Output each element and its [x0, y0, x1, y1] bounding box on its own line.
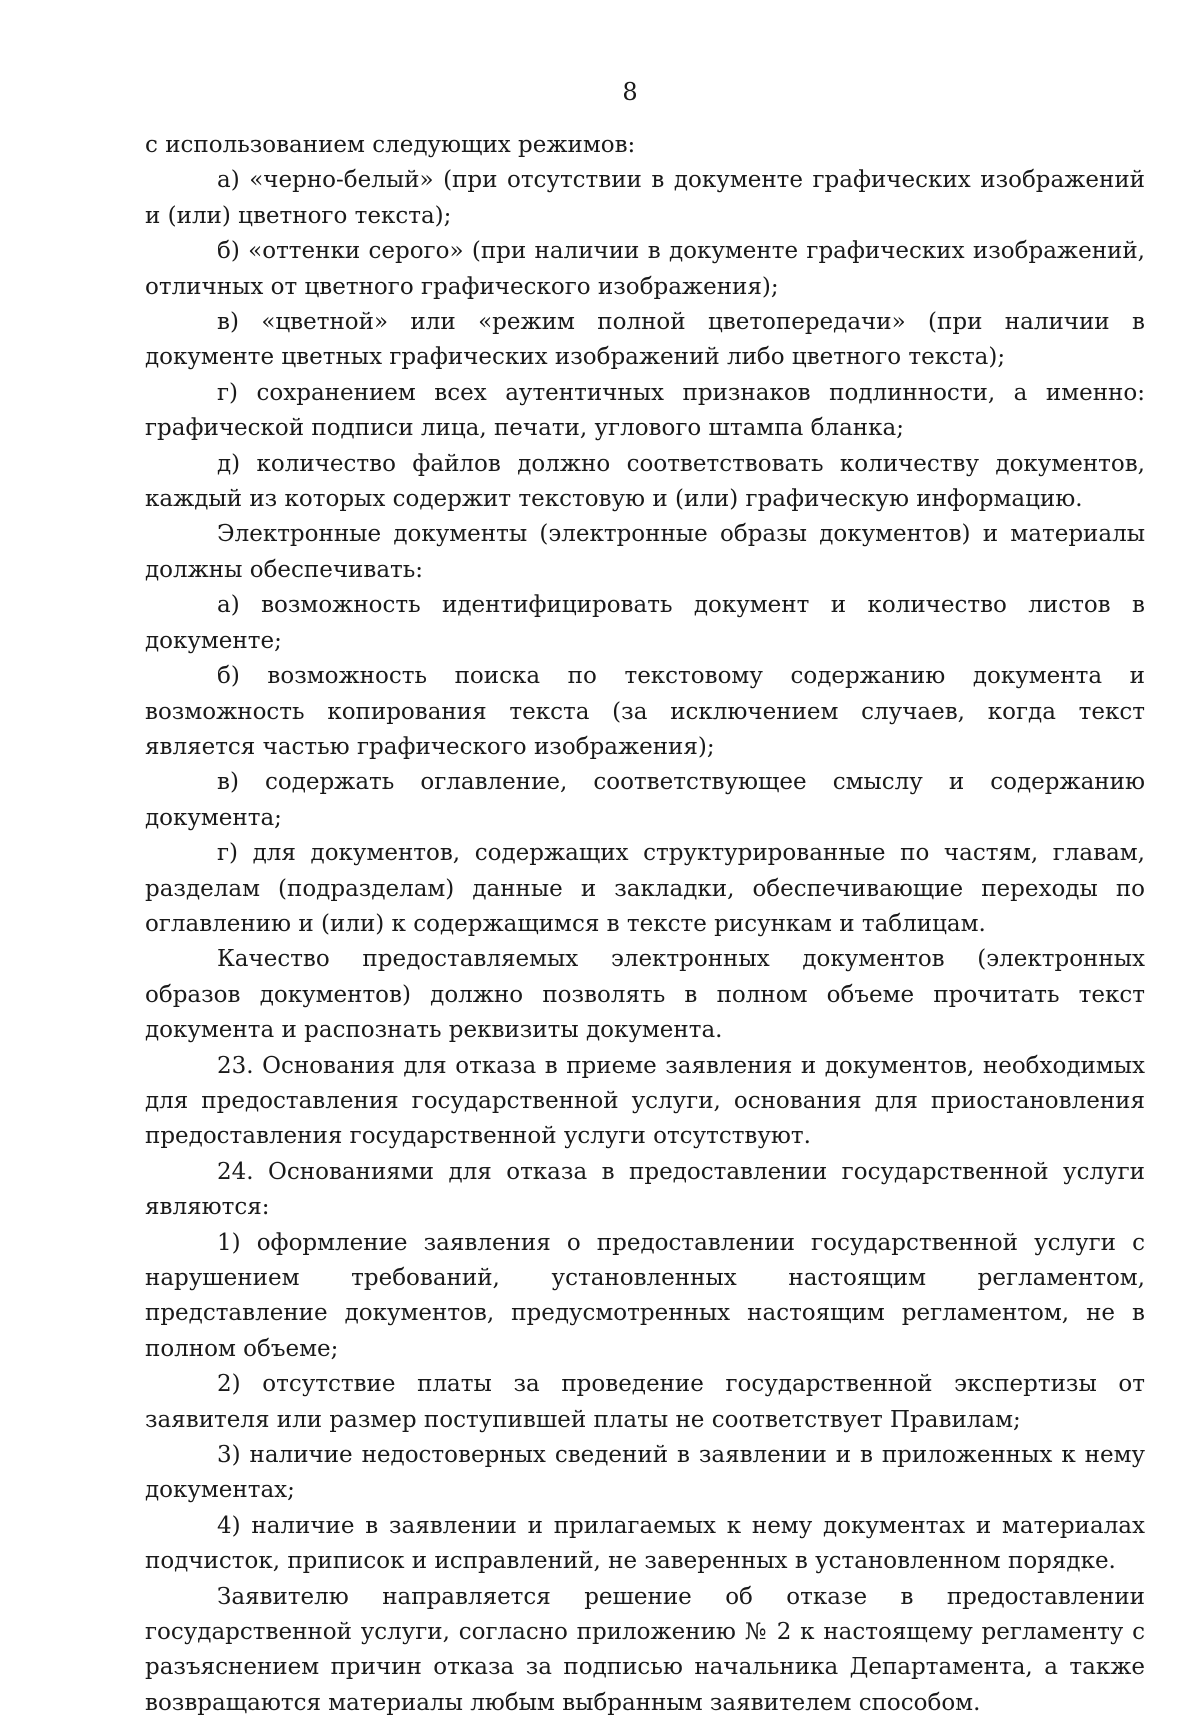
document-body: [145, 128, 1145, 1721]
paragraph-mode-bw: а) «черно-белый» (при отсутствии в документе графических изображений и (или) цветного текста);: [145, 167, 1145, 229]
paragraph-item-24: 24. Основаниями для отказа в предоставлении государственной услуги являются:: [145, 1158, 1145, 1221]
paragraph-file-count: д) количество файлов должно соответствовать количеству документов, каждый из которых содержит текстовую и (или) графическую информацию.: [145, 450, 1145, 513]
paragraph-reason-3: 3) наличие недостоверных сведений в заявлении и в приложенных к нему документах;: [145, 1442, 1145, 1504]
page-number: 8: [622, 78, 638, 106]
paragraph-refusal-decision: Заявителю направляется решение об отказе в предоставлении государственной услуги, согласно приложению № 2 к настоящему регламенту с разъяснением причин отказа за подписью начальника Департамента, а также возвращаются материалы любым выбранным заявителем способом.: [145, 1583, 1145, 1716]
paragraph-toc: в) содержать оглавление, соответствующее смыслу и содержанию документа;: [145, 769, 1145, 831]
paragraph-reason-1: 1) оформление заявления о предоставлении государственной услуги с нарушением требований, установленных настоящим регламентом, представление документов, предусмотренных настоящим регламентом, не в полном объеме;: [145, 1229, 1145, 1362]
paragraph-authenticity: г) сохранением всех аутентичных признаков подлинности, а именно: графической подписи лица, печати, углового штампа бланка;: [145, 379, 1145, 442]
paragraph-item-23: 23. Основания для отказа в приеме заявления и документов, необходимых для предоставления государственной услуги, основания для приостановления предоставления государственной услуги отсутствуют.: [145, 1052, 1145, 1150]
paragraph-reason-2: 2) отсутствие платы за проведение государственной экспертизы от заявителя или размер поступившей платы не соответствует Правилам;: [145, 1371, 1145, 1433]
paragraph-mode-grayscale: б) «оттенки серого» (при наличии в документе графических изображений, отличных от цветного графического изображения);: [145, 238, 1145, 300]
paragraph-bookmarks: г) для документов, содержащих структурированные по частям, главам, разделам (подразделам) данные и закладки, обеспечивающие переходы по оглавлению и (или) к содержащимся в тексте рисункам и таблицам.: [145, 840, 1145, 937]
paragraph-edocs-requirements: Электронные документы (электронные образы документов) и материалы должны обеспечивать:: [145, 521, 1145, 583]
paragraph-quality: Качество предоставляемых электронных документов (электронных образов документов) должно позволять в полном объеме прочитать текст документа и распознать реквизиты документа.: [145, 946, 1145, 1044]
paragraph-mode-color: в) «цветной» или «режим полной цветопередачи» (при наличии в документе цветных графических изображений либо цветного текста);: [145, 309, 1145, 371]
paragraph-modes-intro: с использованием следующих режимов:: [145, 132, 636, 158]
paragraph-identify: а) возможность идентифицировать документ и количество листов в документе;: [145, 592, 1145, 654]
paragraph-reason-4: 4) наличие в заявлении и прилагаемых к нему документах и материалах подчисток, приписок и исправлений, не заверенных в установленном порядке.: [145, 1512, 1145, 1575]
paragraph-search-copy: б) возможность поиска по текстовому содержанию документа и возможность копирования текста (за исключением случаев, когда текст является частью графического изображения);: [145, 663, 1145, 760]
